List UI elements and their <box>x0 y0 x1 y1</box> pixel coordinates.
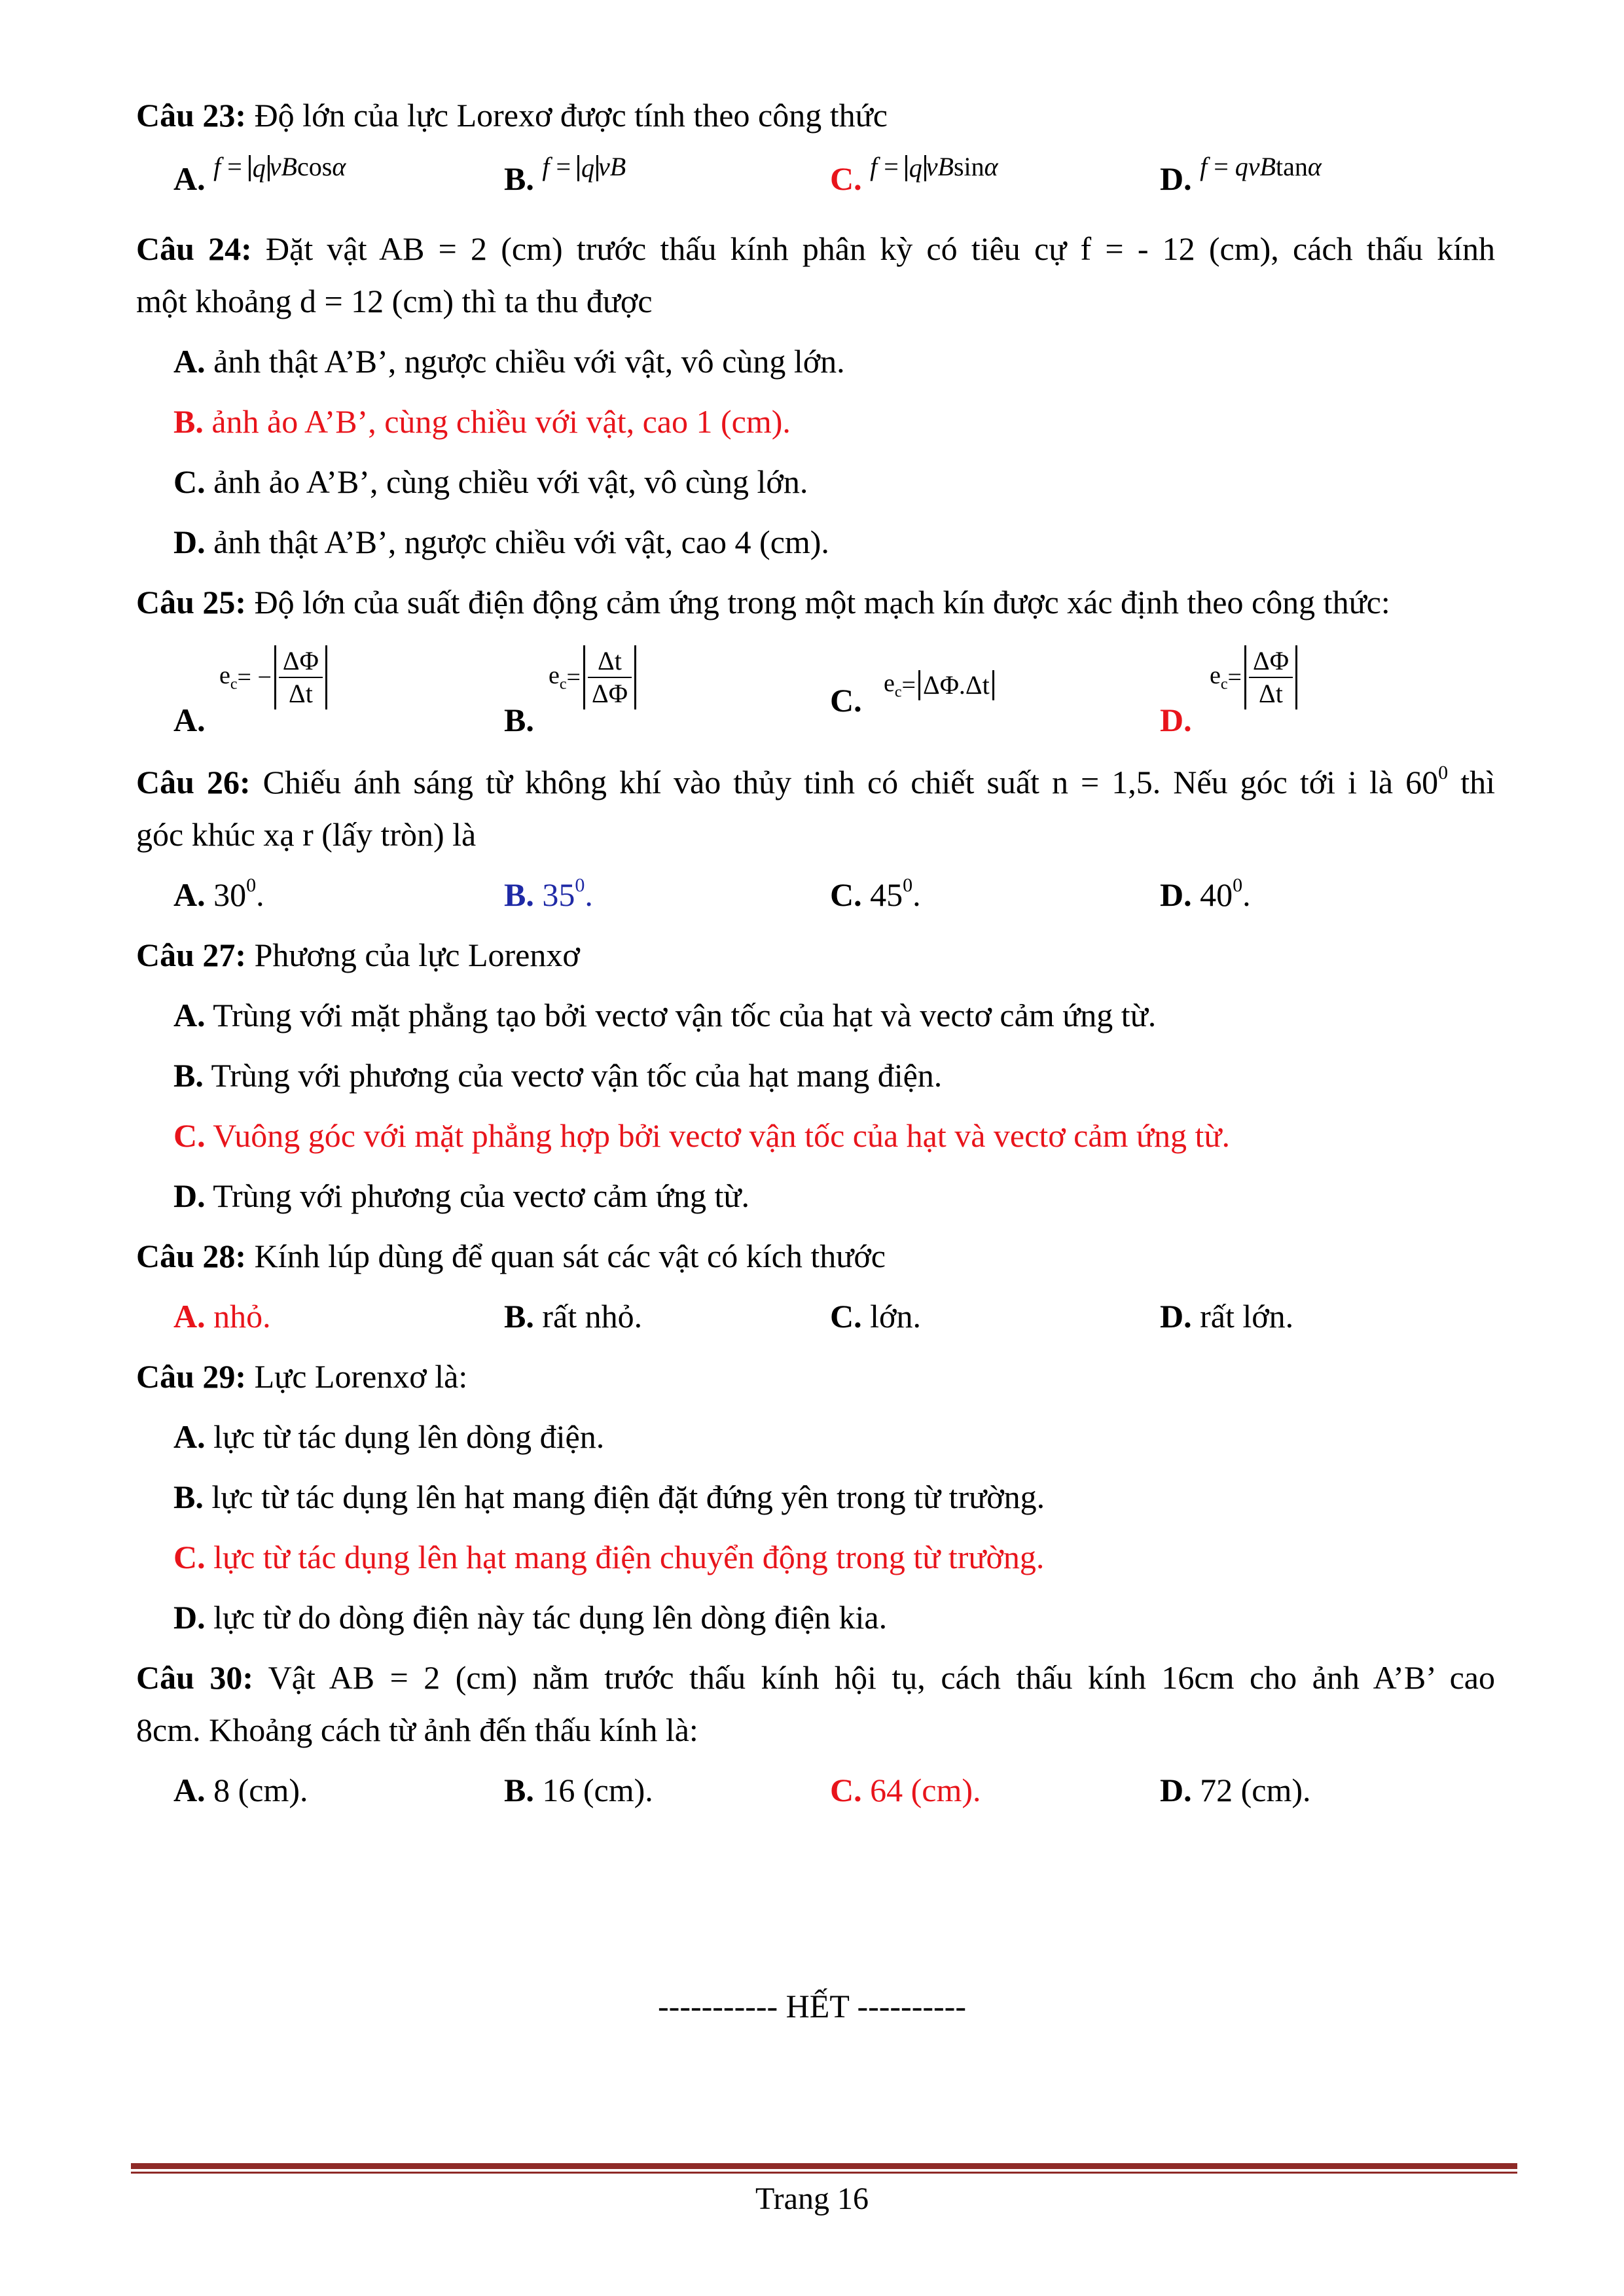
question-30-cont: 8cm. Khoảng cách từ ảnh đến thấu kính là: <box>136 1712 698 1748</box>
option-27-d: D. Trùng với phương của vectơ cảm ứng từ. <box>173 1177 749 1214</box>
question-28 <box>136 1236 886 1276</box>
option-letter: D. <box>1160 160 1192 197</box>
option-24-b: B. ảnh ảo A’B’, cùng chiều với vật, cao 1 (cm). <box>173 403 791 440</box>
option-23-a <box>173 152 346 201</box>
question-text: Độ lớn của suất điện động cảm ứng trong một mạch kín được xác định theo công thức: <box>246 584 1390 620</box>
option-28-a: A. nhỏ. <box>173 1298 271 1335</box>
option-28-b: B. rất nhỏ. <box>504 1298 643 1335</box>
option-25-a-letter: A. <box>173 702 206 738</box>
option-25-a-formula: $e_c=$ − $\frac{\Delta\Phi}{\Delta t}$ <box>219 645 327 709</box>
option-25-c-formula: $e_c= \Delta\Phi.\Delta t$ <box>884 669 994 702</box>
option-27-a: A. Trùng với mặt phẳng tạo bởi vectơ vận tốc của hạt và vectơ cảm ứng từ. <box>173 997 1157 1033</box>
option-30-c: C. 64 (cm). <box>830 1772 981 1808</box>
option-30-a: A. 8 (cm). <box>173 1772 308 1808</box>
question-label: Câu 26: <box>136 764 251 800</box>
question-text: Độ lớn của lực Lorexơ được tính theo công thức <box>246 97 888 134</box>
footer-rule-thin <box>131 2172 1517 2174</box>
question-label: Câu 30: <box>136 1659 254 1696</box>
question-label: Câu 25: <box>136 584 247 620</box>
end-marker: ----------- HẾT ---------- <box>658 1988 966 2024</box>
question-label: Câu 28: <box>136 1238 247 1274</box>
option-29-a: A. lực từ tác dụng lên dòng điện. <box>173 1418 605 1455</box>
option-24-a: A. ảnh thật A’B’, ngược chiều với vật, vô cùng lớn. <box>173 343 845 380</box>
question-text: Kính lúp dùng để quan sát các vật có kích thước <box>246 1238 886 1274</box>
option-26-c: C. $45^0$. <box>830 874 921 913</box>
option-25-b-letter: B. <box>504 702 534 738</box>
option-26-d: D. $40^0$. <box>1160 874 1251 913</box>
question-text: Vật AB = 2 (cm) nằm trước thấu kính hội tụ, cách thấu kính 16cm cho ảnh A’B’ cao <box>253 1659 1495 1696</box>
option-28-d: D. rất lớn. <box>1160 1298 1294 1335</box>
option-28-c: C. lớn. <box>830 1298 921 1335</box>
option-24-c: C. ảnh ảo A’B’, cùng chiều với vật, vô cùng lớn. <box>173 463 808 500</box>
formula: f = q vB <box>542 152 626 183</box>
option-25-d-letter: D. <box>1160 702 1192 738</box>
question-label: Câu 23: <box>136 97 247 134</box>
question-text: Đặt vật AB = 2 (cm) trước thấu kính phân kỳ có tiêu cự f = - 12 (cm), cách thấu kính <box>251 230 1495 267</box>
option-25-d-formula: $e_c=$ $\frac{\Delta\Phi}{\Delta t}$ <box>1210 645 1297 709</box>
option-letter: B. <box>504 160 534 197</box>
option-29-c: C. lực từ tác dụng lên hạt mang điện chuyển động trong từ trường. <box>173 1539 1045 1575</box>
question-24 <box>136 229 1495 268</box>
question-29 <box>136 1357 467 1396</box>
footer-rule <box>131 2163 1517 2169</box>
option-23-d <box>1160 152 1322 201</box>
question-23 <box>136 96 888 135</box>
question-30 <box>136 1658 1495 1697</box>
option-23-c <box>830 152 998 201</box>
option-27-b: B. Trùng với phương của vectơ vận tốc của hạt mang điện. <box>173 1057 943 1094</box>
formula: f = qvBtanα <box>1200 152 1322 181</box>
question-label: Câu 27: <box>136 937 247 973</box>
question-26-cont: góc khúc xạ r (lấy tròn) là <box>136 816 477 853</box>
option-29-d: D. lực từ do dòng điện này tác dụng lên dòng điện kia. <box>173 1599 888 1636</box>
question-label: Câu 24: <box>136 230 252 267</box>
question-label: Câu 29: <box>136 1358 247 1395</box>
option-25-b-formula: $e_c=$ $\frac{\Delta t}{\Delta\Phi}$ <box>549 645 636 709</box>
option-letter: A. <box>173 160 206 197</box>
question-24-cont <box>136 281 653 321</box>
question-26: Câu 26: Chiếu ánh sáng từ không khí vào thủy tinh có chiết suất n = 1,5. Nếu góc tới i là $60^0$ thì <box>136 762 1495 800</box>
question-text: Lực Lorenxơ là: <box>246 1358 468 1395</box>
formula: f = q vBsinα <box>870 152 998 183</box>
option-26-a: A. $30^0$. <box>173 874 264 913</box>
option-27-c: C. Vuông góc với mặt phẳng hợp bởi vectơ vận tốc của hạt và vectơ cảm ứng từ. <box>173 1117 1231 1154</box>
option-letter: C. <box>830 160 862 197</box>
question-25 <box>136 583 1390 622</box>
page-number: Trang 16 <box>755 2181 869 2216</box>
option-26-b: B. $35^0$. <box>504 874 593 913</box>
option-29-b: B. lực từ tác dụng lên hạt mang điện đặt đứng yên trong từ trường. <box>173 1479 1045 1515</box>
question-text: một khoảng d = 12 (cm) thì ta thu được <box>136 283 653 319</box>
option-24-d: D. ảnh thật A’B’, ngược chiều với vật, cao 4 (cm). <box>173 524 829 560</box>
question-27 <box>136 935 580 975</box>
question-text: Phương của lực Lorenxơ <box>246 937 580 973</box>
option-23-b <box>504 152 626 201</box>
formula: f = q vBcosα <box>213 152 346 183</box>
option-30-d: D. 72 (cm). <box>1160 1772 1311 1808</box>
option-25-c-letter: C. <box>830 682 862 719</box>
option-30-b: B. 16 (cm). <box>504 1772 653 1808</box>
